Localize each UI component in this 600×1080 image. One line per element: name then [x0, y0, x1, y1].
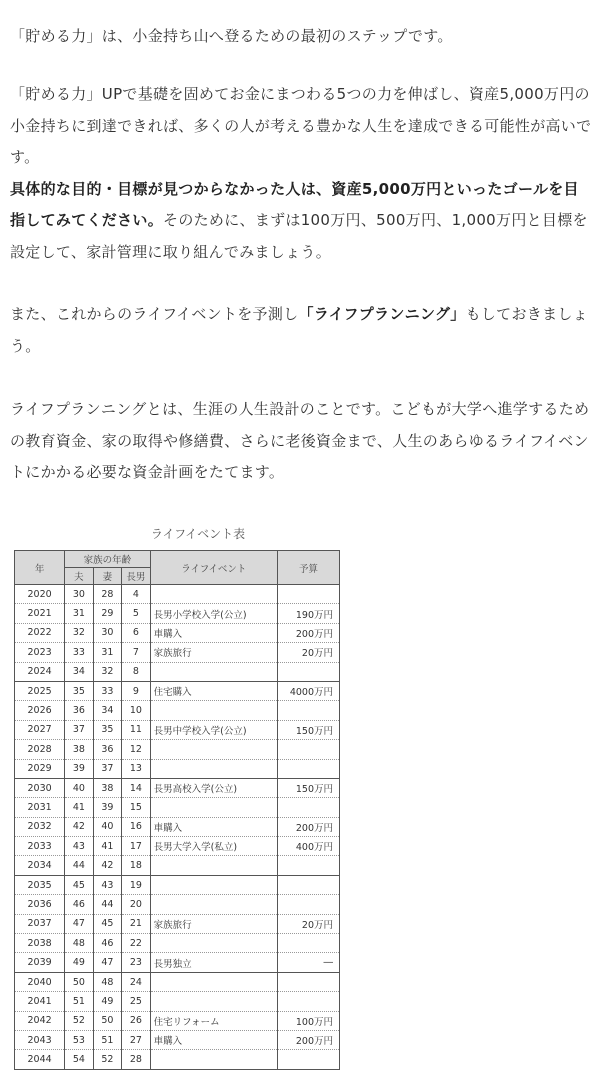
cell-year: 2024 — [15, 662, 65, 681]
cell-husband: 43 — [65, 837, 93, 856]
cell-husband: 54 — [65, 1050, 93, 1069]
cell-wife: 29 — [93, 604, 121, 623]
table-row — [15, 740, 340, 759]
cell-year: 2040 — [15, 972, 65, 991]
cell-budget: 200万円 — [277, 623, 339, 642]
cell-son: 13 — [122, 759, 150, 778]
table-row — [15, 662, 340, 681]
table-row — [15, 759, 340, 778]
paragraph-goal — [10, 79, 594, 268]
cell-wife: 30 — [93, 623, 121, 642]
cell-budget: 200万円 — [277, 817, 339, 836]
cell-husband: 53 — [65, 1030, 93, 1049]
table-row — [15, 1030, 340, 1049]
intro-text: 「貯める力」は、小金持ち山へ登るための最初のステップです。 — [10, 27, 453, 45]
cell-wife: 33 — [93, 681, 121, 700]
cell-wife: 52 — [93, 1050, 121, 1069]
cell-budget — [277, 992, 339, 1011]
cell-son: 10 — [122, 701, 150, 720]
header-wife: 妻 — [93, 568, 121, 585]
cell-budget: 100万円 — [277, 1011, 339, 1030]
cell-husband: 30 — [65, 585, 93, 604]
header-year: 年 — [15, 551, 65, 585]
cell-event: 車購入 — [150, 817, 277, 836]
table-row — [15, 701, 340, 720]
table-row — [15, 934, 340, 953]
cell-event: 長男大学入学(私立) — [150, 837, 277, 856]
cell-husband: 31 — [65, 604, 93, 623]
cell-wife: 51 — [93, 1030, 121, 1049]
life-event-table — [14, 550, 340, 1070]
cell-budget: 190万円 — [277, 604, 339, 623]
cell-husband: 44 — [65, 856, 93, 875]
life-event-figure — [14, 525, 342, 1070]
cell-wife: 31 — [93, 643, 121, 662]
table-row — [15, 720, 340, 739]
cell-year: 2041 — [15, 992, 65, 1011]
cell-budget — [277, 972, 339, 991]
cell-event: 家族旅行 — [150, 914, 277, 933]
table-row — [15, 798, 340, 817]
cell-budget — [277, 875, 339, 894]
cell-event: 長男中学校入学(公立) — [150, 720, 277, 739]
table-row — [15, 856, 340, 875]
paragraph-intro — [10, 21, 594, 53]
cell-budget: 20万円 — [277, 643, 339, 662]
cell-event — [150, 662, 277, 681]
cell-wife: 42 — [93, 856, 121, 875]
cell-event: 長男高校入学(公立) — [150, 778, 277, 797]
cell-event: 車購入 — [150, 623, 277, 642]
cell-event — [150, 1050, 277, 1069]
cell-husband: 38 — [65, 740, 93, 759]
table-row — [15, 623, 340, 642]
cell-husband: 51 — [65, 992, 93, 1011]
cell-son: 12 — [122, 740, 150, 759]
cell-event: 長男独立 — [150, 953, 277, 972]
cell-son: 16 — [122, 817, 150, 836]
cell-wife: 34 — [93, 701, 121, 720]
cell-wife: 35 — [93, 720, 121, 739]
cell-year: 2036 — [15, 895, 65, 914]
cell-year: 2023 — [15, 643, 65, 662]
cell-wife: 32 — [93, 662, 121, 681]
table-row — [15, 604, 340, 623]
cell-wife: 48 — [93, 972, 121, 991]
cell-husband: 42 — [65, 817, 93, 836]
cell-wife: 45 — [93, 914, 121, 933]
cell-event — [150, 856, 277, 875]
cell-husband: 32 — [65, 623, 93, 642]
cell-son: 4 — [122, 585, 150, 604]
cell-husband: 41 — [65, 798, 93, 817]
cell-husband: 37 — [65, 720, 93, 739]
definition-text: ライフプランニングとは、生涯の人生設計のことです。こどもが大学へ進学するための教育資金、家の取得や修繕費、さらに老後資金まで、人生のあらゆるライフイベントにかかる必要な資金計画をたてます。 — [10, 400, 590, 481]
cell-son: 26 — [122, 1011, 150, 1030]
table-row — [15, 817, 340, 836]
table-row — [15, 992, 340, 1011]
table-row — [15, 1011, 340, 1030]
table-row — [15, 1050, 340, 1069]
cell-wife: 28 — [93, 585, 121, 604]
cell-husband: 45 — [65, 875, 93, 894]
table-row — [15, 953, 340, 972]
cell-budget: ― — [277, 953, 339, 972]
cell-event: 住宅リフォーム — [150, 1011, 277, 1030]
cell-wife: 50 — [93, 1011, 121, 1030]
cell-wife: 36 — [93, 740, 121, 759]
cell-year: 2034 — [15, 856, 65, 875]
cell-budget: 150万円 — [277, 720, 339, 739]
cell-year: 2033 — [15, 837, 65, 856]
cell-event — [150, 972, 277, 991]
cell-wife: 44 — [93, 895, 121, 914]
cell-son: 6 — [122, 623, 150, 642]
cell-son: 22 — [122, 934, 150, 953]
table-row — [15, 778, 340, 797]
cell-son: 23 — [122, 953, 150, 972]
goal-text: 「貯める力」UPで基礎を固めてお金にまつわる5つの力を伸ばし、資産5,000万円の小金持ちに到達できれば、多くの人が考える豊かな人生を達成できる可能性が高いです。 — [10, 85, 592, 166]
cell-wife: 39 — [93, 798, 121, 817]
cell-son: 25 — [122, 992, 150, 1011]
cell-budget: 200万円 — [277, 1030, 339, 1049]
cell-event — [150, 992, 277, 1011]
cell-son: 14 — [122, 778, 150, 797]
cell-son: 8 — [122, 662, 150, 681]
cell-year: 2027 — [15, 720, 65, 739]
table-row — [15, 585, 340, 604]
cell-year: 2031 — [15, 798, 65, 817]
goal-tail-text: そのために、まずは100万円、500万円、1,000万円と目標を設定して、家計管理に取り組んでみましょう。 — [10, 211, 588, 261]
cell-year: 2039 — [15, 953, 65, 972]
goal-bold-text: 具体的な目的・目標が見つからなかった人は、資産5,000万円といったゴールを目指してみてください。 — [10, 179, 579, 229]
table-body — [15, 585, 340, 1070]
cell-husband: 46 — [65, 895, 93, 914]
cell-budget — [277, 895, 339, 914]
cell-event — [150, 934, 277, 953]
paragraph-life-planning — [10, 299, 594, 362]
table-row — [15, 643, 340, 662]
cell-husband: 35 — [65, 681, 93, 700]
cell-son: 15 — [122, 798, 150, 817]
cell-year: 2032 — [15, 817, 65, 836]
cell-event — [150, 701, 277, 720]
cell-year: 2026 — [15, 701, 65, 720]
cell-son: 7 — [122, 643, 150, 662]
cell-event: 住宅購入 — [150, 681, 277, 700]
cell-budget — [277, 798, 339, 817]
cell-year: 2042 — [15, 1011, 65, 1030]
cell-year: 2021 — [15, 604, 65, 623]
table-row — [15, 681, 340, 700]
cell-event — [150, 585, 277, 604]
cell-year: 2029 — [15, 759, 65, 778]
cell-year: 2044 — [15, 1050, 65, 1069]
cell-year: 2038 — [15, 934, 65, 953]
cell-event: 家族旅行 — [150, 643, 277, 662]
cell-son: 5 — [122, 604, 150, 623]
life-planning-pre: また、これからのライフイベントを予測し — [10, 305, 299, 323]
header-life-event: ライフイベント — [150, 551, 277, 585]
cell-son: 17 — [122, 837, 150, 856]
cell-event: 車購入 — [150, 1030, 277, 1049]
header-son: 長男 — [122, 568, 150, 585]
life-planning-post: もしておきましょう。 — [10, 305, 588, 355]
header-husband: 夫 — [65, 568, 93, 585]
cell-event — [150, 875, 277, 894]
cell-year: 2043 — [15, 1030, 65, 1049]
cell-year: 2022 — [15, 623, 65, 642]
cell-event: 長男小学校入学(公立) — [150, 604, 277, 623]
cell-husband: 48 — [65, 934, 93, 953]
paragraph-definition — [10, 394, 594, 489]
cell-husband: 34 — [65, 662, 93, 681]
cell-event — [150, 759, 277, 778]
cell-son: 11 — [122, 720, 150, 739]
cell-husband: 39 — [65, 759, 93, 778]
cell-husband: 40 — [65, 778, 93, 797]
table-row — [15, 914, 340, 933]
cell-husband: 36 — [65, 701, 93, 720]
cell-wife: 43 — [93, 875, 121, 894]
table-row — [15, 895, 340, 914]
cell-son: 21 — [122, 914, 150, 933]
cell-wife: 38 — [93, 778, 121, 797]
cell-budget: 4000万円 — [277, 681, 339, 700]
cell-wife: 40 — [93, 817, 121, 836]
life-planning-bold: 「ライフプランニング」 — [298, 305, 466, 323]
cell-year: 2030 — [15, 778, 65, 797]
cell-husband: 33 — [65, 643, 93, 662]
cell-budget — [277, 934, 339, 953]
cell-budget — [277, 585, 339, 604]
cell-son: 19 — [122, 875, 150, 894]
cell-wife: 49 — [93, 992, 121, 1011]
cell-budget — [277, 759, 339, 778]
cell-husband: 50 — [65, 972, 93, 991]
cell-budget — [277, 856, 339, 875]
cell-wife: 47 — [93, 953, 121, 972]
cell-son: 9 — [122, 681, 150, 700]
cell-budget — [277, 662, 339, 681]
cell-year: 2020 — [15, 585, 65, 604]
cell-wife: 37 — [93, 759, 121, 778]
cell-year: 2035 — [15, 875, 65, 894]
cell-budget: 20万円 — [277, 914, 339, 933]
cell-son: 18 — [122, 856, 150, 875]
cell-budget: 150万円 — [277, 778, 339, 797]
cell-year: 2025 — [15, 681, 65, 700]
cell-budget — [277, 1050, 339, 1069]
table-row — [15, 837, 340, 856]
table-row — [15, 972, 340, 991]
cell-wife: 41 — [93, 837, 121, 856]
cell-son: 20 — [122, 895, 150, 914]
cell-budget — [277, 701, 339, 720]
header-budget: 予算 — [277, 551, 339, 585]
cell-budget — [277, 740, 339, 759]
table-title: ライフイベント表 — [150, 527, 246, 541]
cell-husband: 52 — [65, 1011, 93, 1030]
cell-son: 27 — [122, 1030, 150, 1049]
header-family-ages: 家族の年齢 — [65, 551, 150, 568]
cell-event — [150, 740, 277, 759]
cell-son: 28 — [122, 1050, 150, 1069]
cell-event — [150, 798, 277, 817]
cell-year: 2028 — [15, 740, 65, 759]
cell-wife: 46 — [93, 934, 121, 953]
cell-year: 2037 — [15, 914, 65, 933]
cell-husband: 47 — [65, 914, 93, 933]
cell-husband: 49 — [65, 953, 93, 972]
table-row — [15, 875, 340, 894]
cell-event — [150, 895, 277, 914]
cell-budget: 400万円 — [277, 837, 339, 856]
cell-son: 24 — [122, 972, 150, 991]
